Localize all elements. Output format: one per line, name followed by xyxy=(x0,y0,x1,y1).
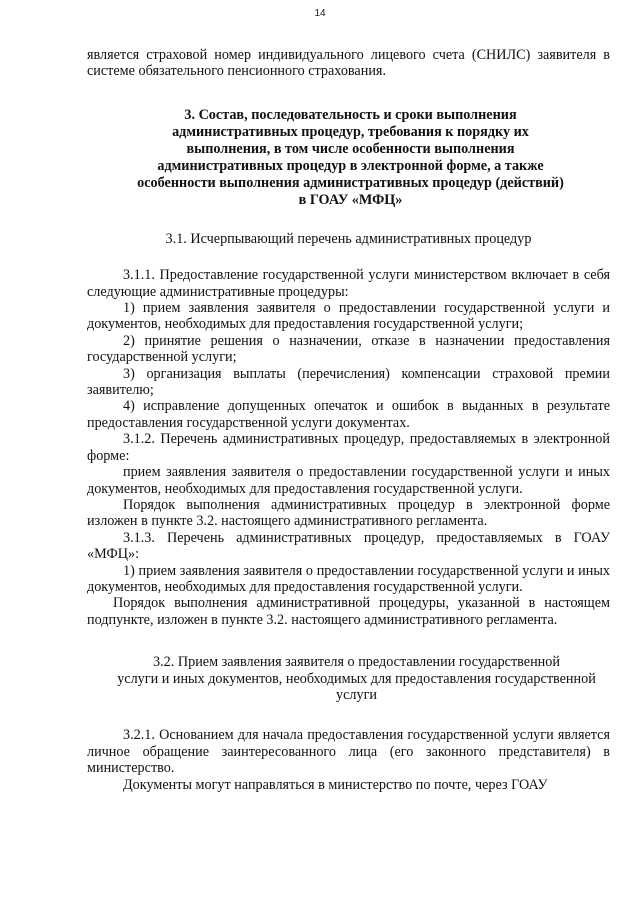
subsection-3-2-title-line: услуги xyxy=(336,686,377,703)
list-item: 4) исправление допущенных опечаток и ошибок в выданных в результате предоставления государственной услуги документах. xyxy=(87,398,610,431)
list-item: 1) прием заявления заявителя о предоставлении государственной услуги и иных документов, необходимых для предоставления государственной услуги. xyxy=(87,562,610,595)
list-item: прием заявления заявителя о предоставлении государственной услуги и иных документов, необходимых для предоставления государственной услуги. xyxy=(87,464,610,497)
paragraph: Порядок выполнения административной процедуры, указанной в настоящем подпункте, изложен в пункте 3.2. настоящего административного регламента. xyxy=(87,595,610,628)
subsection-3-2-title-line: услуги и иных документов, необходимых для предоставления государственной xyxy=(117,670,596,687)
paragraph-3-1-1: 3.1.1. Предоставление государственной услуги министерством включает в себя следующие административные процедуры: xyxy=(87,267,610,300)
list-item: 1) прием заявления заявителя о предоставлении государственной услуги и документов, необходимых для предоставления государственной услуги; xyxy=(87,300,610,333)
subsection-3-2-title-line: 3.2. Прием заявления заявителя о предоставлении государственной xyxy=(153,654,560,671)
section-3-heading-line: выполнения, в том числе особенности выполнения xyxy=(186,140,515,157)
section-3-heading-line: в ГОАУ «МФЦ» xyxy=(298,191,403,208)
page-number: 14 xyxy=(314,8,326,19)
subsection-3-1-title: 3.1. Исчерпывающий перечень административных процедур xyxy=(165,230,532,247)
paragraph-3-1-3: 3.1.3. Перечень административных процедур, предоставляемых в ГОАУ «МФЦ»: xyxy=(87,529,610,563)
section-3-heading xyxy=(87,107,610,209)
intro-paragraph: является страховой номер индивидуального лицевого счета (СНИЛС) заявителя в системе обязательного пенсионного страхования. xyxy=(87,47,610,80)
section-3-heading-line: особенности выполнения административных процедур (действий) xyxy=(137,174,564,191)
section-3-heading-line: 3. Состав, последовательность и сроки выполнения xyxy=(184,106,517,123)
section-3-heading-line: административных процедур, требования к порядку их xyxy=(172,123,529,140)
subsection-3-2-title xyxy=(87,654,610,703)
section-3-heading-line: административных процедур в электронной форме, а также xyxy=(157,157,544,174)
paragraph-3-2-1: 3.2.1. Основанием для начала предоставления государственной услуги является личное обращение заинтересованного лица (его законного представителя) в министерство. xyxy=(87,727,610,777)
list-item: 2) принятие решения о назначении, отказе в назначении предоставления государственной услуги; xyxy=(87,332,610,366)
paragraph: Порядок выполнения административных процедур в электронной форме изложен в пункте 3.2. настоящего административного регламента. xyxy=(87,496,610,530)
page-content xyxy=(87,47,610,793)
list-item: 3) организация выплаты (перечисления) компенсации страховой премии заявителю; xyxy=(87,365,610,399)
paragraph: Документы могут направляться в министерство по почте, через ГОАУ xyxy=(123,776,548,793)
paragraph-3-1-2: 3.1.2. Перечень административных процедур, предоставляемых в электронной форме: xyxy=(87,431,610,464)
